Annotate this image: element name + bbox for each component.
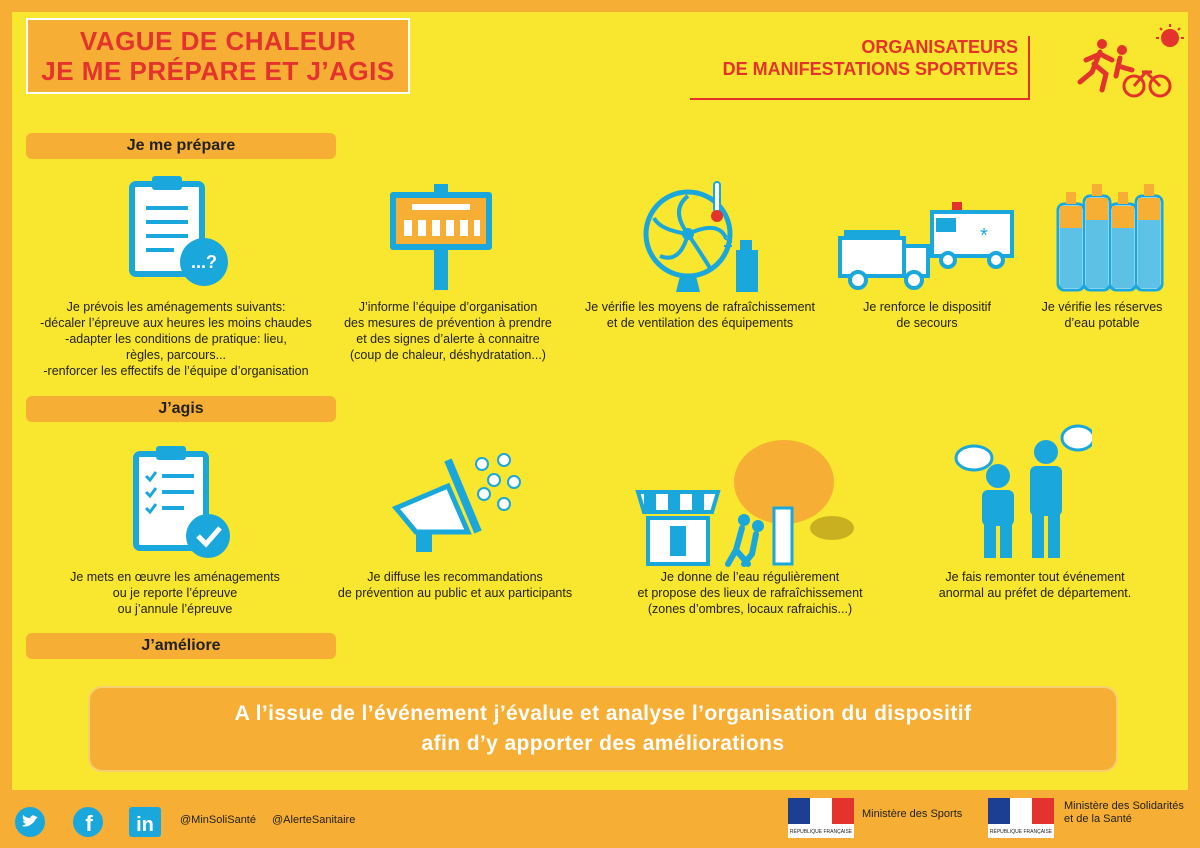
audience-line-1: ORGANISATEURS [861, 37, 1018, 57]
audience-line-2: DE MANIFESTATIONS SPORTIVES [722, 59, 1018, 79]
prepare-caption-2: J’informe l’équipe d’organisation des mesures de prévention à prendre et des signes d’alerte à connaitre (coup de chaleur, déshydratation...) [344, 300, 552, 362]
audience-label [690, 36, 1030, 100]
prepare-caption-5: Je vérifie les réserves d’eau potable [1041, 300, 1163, 330]
megaphone-icon [386, 446, 526, 556]
improve-line-2: afin d’y apporter des améliorations [421, 732, 785, 755]
marianne-logo-1 [788, 798, 854, 838]
marianne-logo-2 [988, 798, 1054, 838]
facebook-icon[interactable] [72, 806, 104, 838]
act-caption-4: Je fais remonter tout événement anormal au préfet de département. [938, 570, 1132, 600]
prepare-caption-3: Je vérifie les moyens de rafraîchissement et de ventilation des équipements [585, 300, 815, 330]
prepare-caption-1: Je prévois les aménagements suivants: -décaler l’épreuve aux heures les moins chaudes -adapter les conditions de pratique: lieu, règles, parcours... -renforcer les effectifs de l’équipe d’organisation [40, 300, 312, 378]
svg-text:f: f [85, 811, 93, 836]
svg-text:*: * [980, 225, 988, 247]
people-phone-icon [952, 424, 1092, 560]
linkedin-icon[interactable] [128, 806, 162, 838]
poster-title [26, 18, 410, 94]
clipboard-check-icon [124, 440, 234, 560]
prepare-caption-4: Je renforce le dispositif de secours [863, 300, 991, 330]
runners-cyclist-icon [1072, 24, 1184, 100]
section-prepare-label: Je me prépare [26, 133, 336, 159]
act-caption-2: Je diffuse les recommandations de prévention au public et aux participants [337, 570, 573, 600]
svg-text:in: in [136, 814, 154, 836]
flag-text-1: RÉPUBLIQUE FRANÇAISE [789, 829, 853, 835]
clipboard-question-icon [120, 172, 230, 287]
title-line-1: VAGUE DE CHALEUR [79, 26, 357, 56]
section-improve-label: J’améliore [26, 633, 336, 659]
ministry-sports: Ministère des Sports [862, 808, 963, 820]
ministry-solidarity-health: Ministère des Solidarités et de la Santé [1064, 800, 1184, 825]
twitter-handle-2[interactable]: @AlerteSanitaire [272, 814, 356, 826]
section-act-label: J’agis [26, 396, 336, 422]
flag-text-2: RÉPUBLIQUE FRANÇAISE [989, 829, 1053, 835]
twitter-handle-1[interactable]: @MinSoliSanté [180, 814, 256, 826]
rescue-vehicles-icon [836, 194, 1016, 294]
twitter-icon[interactable] [14, 806, 46, 838]
improve-statement [88, 686, 1118, 772]
svg-text:...?: ...? [191, 252, 217, 272]
act-caption-1: Je mets en œuvre les aménagements ou je reporte l’épreuve ou j’annule l’épreuve [70, 570, 280, 616]
improve-line-1: A l’issue de l’événement j’évalue et analyse l’organisation du dispositif [234, 702, 972, 725]
signboard-icon [386, 182, 496, 292]
water-stand-tree-icon [634, 438, 874, 568]
water-bottles-icon [1052, 182, 1176, 292]
act-caption-3: Je donne de l’eau régulièrement et propose des lieux de rafraîchissement (zones d’ombres, locaux rafraichis...) [637, 570, 863, 616]
title-line-2: JE ME PRÉPARE ET J’AGIS [41, 56, 395, 86]
fan-icon [640, 180, 770, 300]
